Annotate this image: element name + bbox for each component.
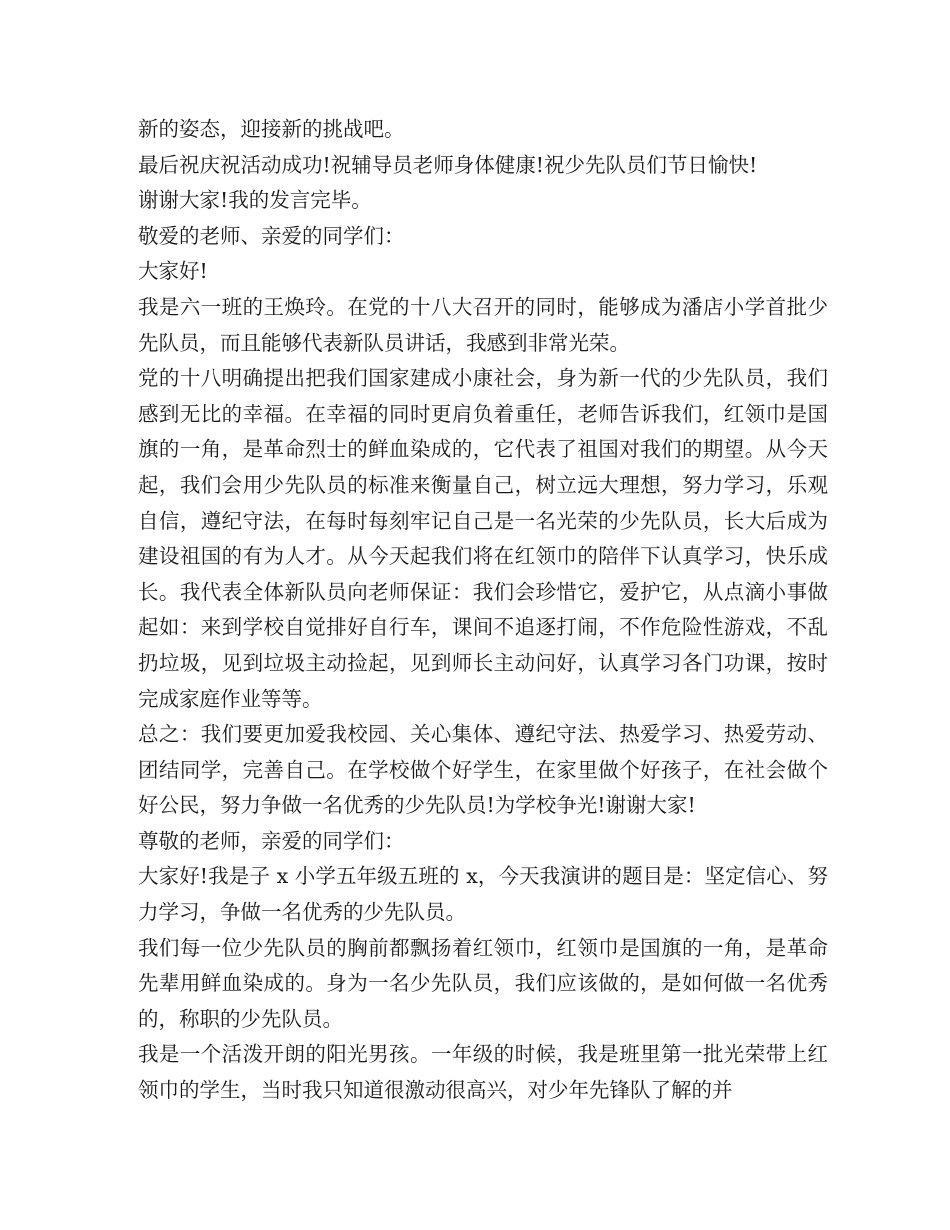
paragraph-11: 我们每一位少先队员的胸前都飘扬着红领巾，红领巾是国旗的一角，是革命先辈用鲜血染成的。身为一名少先队员，我们应该做的，是如何做一名优秀的，称职的少先队员。 bbox=[138, 935, 828, 1031]
paragraph-4: 敬爱的老师、亲爱的同学们： bbox=[138, 223, 405, 248]
paragraph-3: 谢谢大家!我的发言完毕。 bbox=[138, 188, 372, 213]
paragraph-8: 总之：我们要更加爱我校园、关心集体、遵纪守法、热爱学习、热爱劳动、团结同学，完善自己。在学校做个好学生，在家里做个好孩子，在社会做个好公民，努力争做一名优秀的少先队员!为学校争光!谢谢大家! bbox=[138, 722, 828, 818]
paragraph-7: 党的十八明确提出把我们国家建成小康社会，身为新一代的少先队员，我们感到无比的幸福。在幸福的同时更肩负着重任，老师告诉我们，红领巾是国旗的一角，是革命烈士的鲜血染成的，它代表了祖国对我们的期望。从今天起，我们会用少先队员的标准来衡量自己，树立远大理想，努力学习，乐观自信，遵纪守法，在每时每刻牢记自己是一名光荣的少先队员，长大后成为建设祖国的有为人才。从今天起我们将在红领巾的陪伴下认真学习，快乐成长。我代表全体新队员向老师保证：我们会珍惜它，爱护它，从点滴小事做起如：来到学校自觉排好自行车，课间不追逐打闹，不作危险性游戏，不乱扔垃圾，见到垃圾主动捡起，见到师长主动问好，认真学习各门功课，按时完成家庭作业等等。 bbox=[138, 366, 828, 711]
paragraph-1: 新的姿态，迎接新的挑战吧。 bbox=[138, 117, 405, 141]
paragraph-9: 尊敬的老师，亲爱的同学们： bbox=[138, 828, 405, 853]
paragraph-5: 大家好! bbox=[138, 259, 208, 284]
paragraph-2: 最后祝庆祝活动成功!祝辅导员老师身体健康!祝少先队员们节日愉快! bbox=[138, 152, 758, 177]
document-body bbox=[138, 112, 828, 1109]
paragraph-10: 大家好!我是子 x 小学五年级五班的 x，今天我演讲的题目是：坚定信心、努力学习，争做一名优秀的少先队员。 bbox=[138, 864, 828, 925]
paragraph-6: 我是六一班的王焕玲。在党的十八大召开的同时，能够成为潘店小学首批少先队员，而且能够代表新队员讲话，我感到非常光荣。 bbox=[138, 294, 828, 355]
paragraph-12: 我是一个活泼开朗的阳光男孩。一年级的时候，我是班里第一批光荣带上红领巾的学生，当时我只知道很激动很高兴，对少年先锋队了解的并 bbox=[138, 1042, 828, 1103]
